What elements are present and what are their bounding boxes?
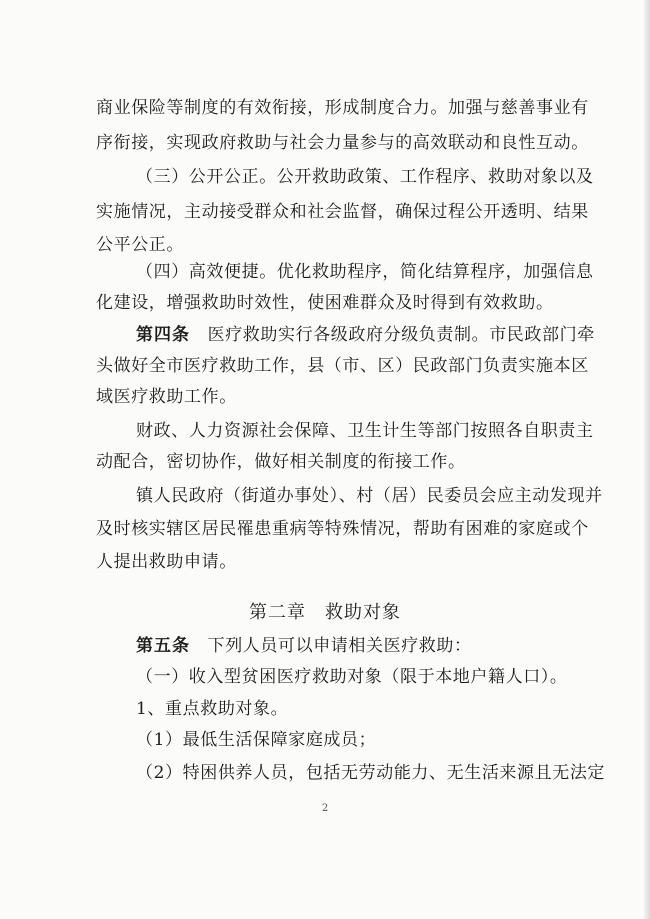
text-line: 实施情况，主动接受群众和社会监督，确保过程公开透明、结果: [96, 202, 589, 222]
text-line: 域医疗救助工作。: [96, 387, 237, 407]
article-4-text: 医疗救助实行各级政府分级负责制。市民政部门牵: [207, 325, 595, 345]
list-item: （1）最低生活保障家庭成员；: [136, 730, 377, 750]
text-line: 镇人民政府（街道办事处）、村（居）民委员会应主动发现并: [136, 486, 603, 506]
article-5-gap: [190, 636, 208, 656]
page-number: 2: [321, 803, 329, 814]
article-4-label: 第四条: [136, 325, 190, 345]
list-item: （一）收入型贫困医疗救助对象（限于本地户籍人口）。: [136, 667, 568, 687]
article-4-gap: [190, 325, 208, 345]
text-line: （三）公开公正。公开救助政策、工作程序、救助对象以及: [136, 167, 594, 187]
list-item: 1、重点救助对象。: [136, 699, 289, 719]
text-line: 商业保险等制度的有效衔接，形成制度合力。加强与慈善事业有: [96, 98, 589, 118]
text-line: 头做好全市医疗救助工作，县（市、区）民政部门负责实施本区: [96, 356, 589, 376]
text-line: 化建设，增强救助时效性，使困难群众及时得到有效救助。: [96, 293, 554, 313]
article-5-line: [0, 636, 650, 656]
text-line: （四）高效便捷。优化救助程序，简化结算程序，加强信息: [136, 262, 594, 282]
article-4-line: [0, 325, 650, 345]
article-5-text: 下列人员可以申请相关医疗救助：: [207, 636, 472, 656]
list-item: （2）特困供养人员，包括无劳动能力、无生活来源且无法定: [136, 763, 606, 783]
text-line: 序衔接，实现政府救助与社会力量参与的高效联动和良性互动。: [96, 133, 589, 153]
text-line: 动配合，密切协作，做好相关制度的衔接工作。: [96, 452, 466, 472]
text-line: 及时核实辖区居民罹患重病等特殊情况，帮助有困难的家庭或个: [96, 519, 589, 539]
text-line: 财政、人力资源社会保障、卫生计生等部门按照各自职责主: [136, 421, 594, 441]
text-line: 人提出救助申请。: [96, 552, 237, 572]
text-line: 公平公正。: [96, 235, 184, 255]
article-5-label: 第五条: [136, 636, 190, 656]
chapter-heading: 第二章 救助对象: [249, 602, 401, 623]
